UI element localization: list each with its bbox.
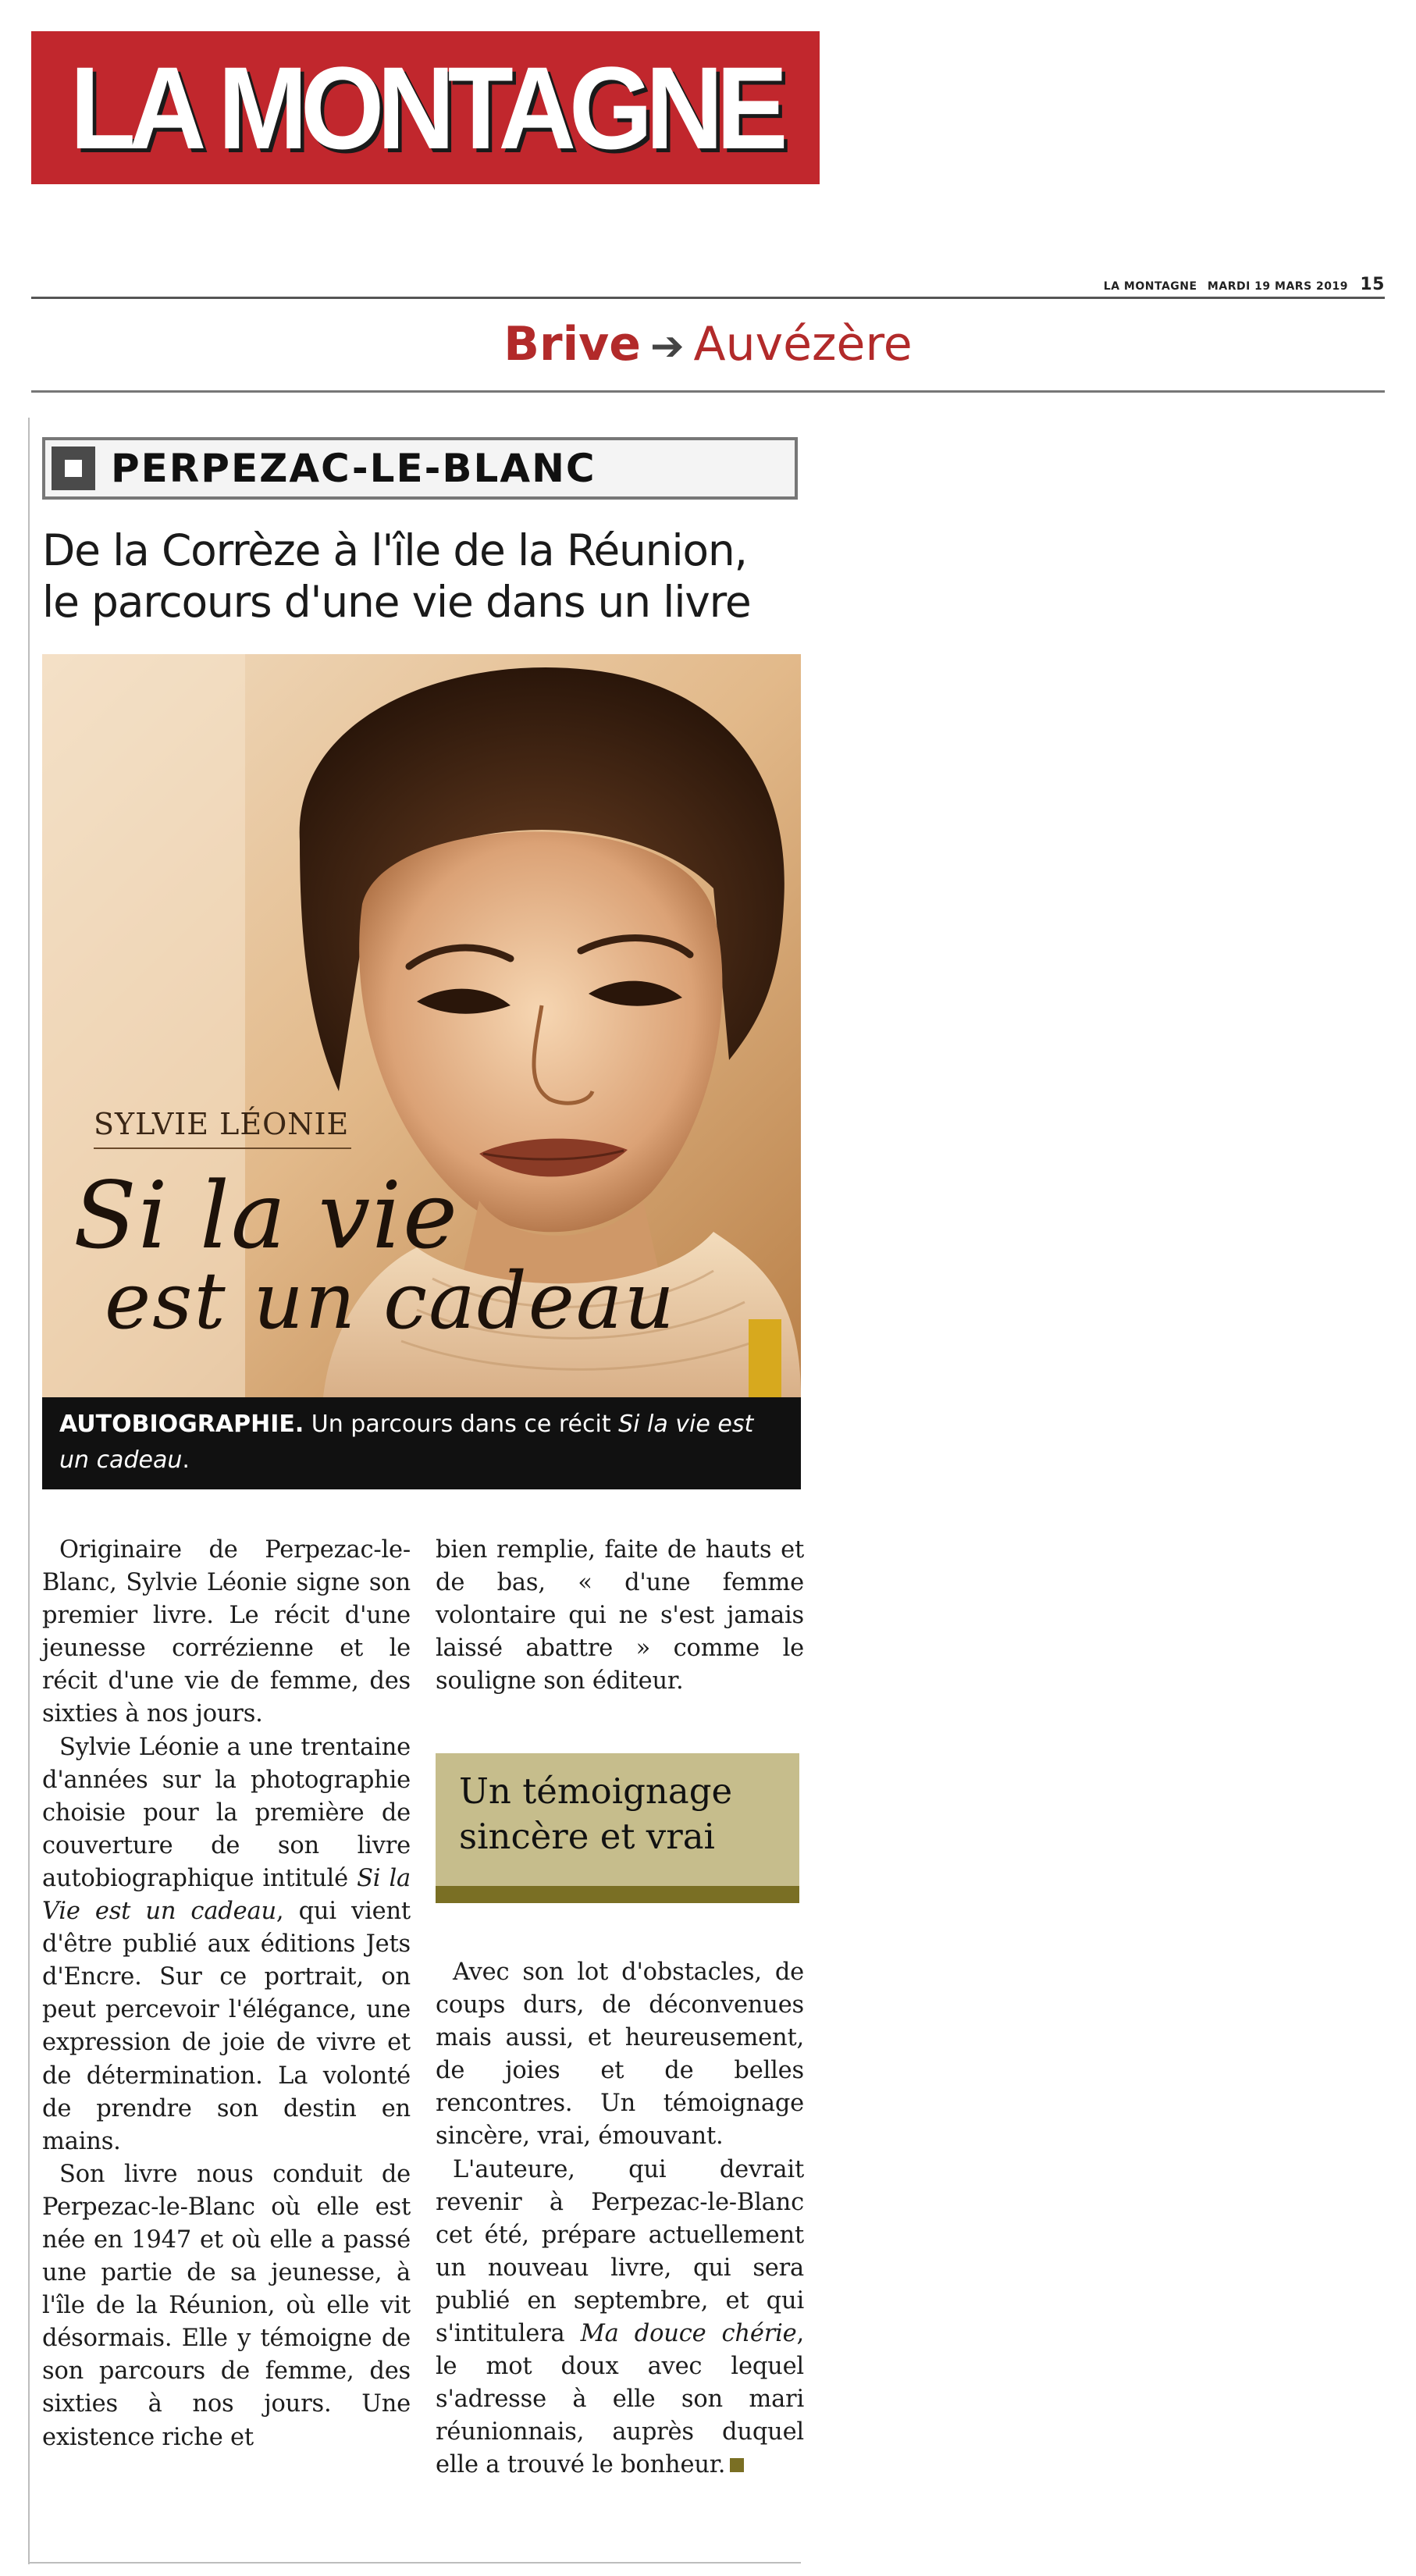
- paragraph-text: L'auteure, qui devrait revenir à Perpezac-le-Blanc cet été, prépare actuellement un nouveau livre, qui sera publié en septembre, et qui s'intitulera: [436, 2155, 804, 2348]
- book-author-underline: [94, 1147, 351, 1149]
- body-column-right-bottom: [436, 1956, 804, 2482]
- paragraph-continued: bien remplie, faite de hauts et de bas, « d'une femme volontaire qui ne s'est jamais laissé abattre » comme le souligne son éditeur.: [436, 1536, 804, 1695]
- square-bullet-icon: [52, 447, 95, 490]
- book-title-line2: est un cadeau: [105, 1255, 676, 1347]
- paragraph-book-title: Ma douce chérie: [580, 2320, 797, 2348]
- caption-text: Un parcours dans ce récit: [304, 1411, 619, 1438]
- paragraph: Son livre nous conduit de Perpezac-le-Blanc où elle est née en 1947 et où elle a passé une partie de sa jeunesse, à l'île de la Réunion, où elle vit désormais. Elle y témoigne de son parcours de femme, des sixties à nos jours. Une existence riche et: [42, 2160, 411, 2451]
- article-left-rule: [28, 418, 30, 2564]
- publisher-spine-mark: [749, 1319, 781, 1397]
- end-of-article-icon: [730, 2458, 744, 2472]
- page-number: 15: [1360, 275, 1385, 294]
- header-divider-top: [31, 297, 1385, 299]
- photo-caption: [42, 1397, 801, 1489]
- book-cover-photo: [42, 654, 801, 1397]
- rubric-city: Brive: [503, 317, 641, 372]
- paragraph-book-title: Si la Vie est un cadeau: [42, 1864, 411, 1926]
- section-rubric: [31, 311, 1385, 380]
- pull-quote-text: Un témoignage sincère et vrai: [459, 1770, 733, 1857]
- book-title-line1: Si la vie: [73, 1162, 459, 1269]
- caption-book-title: Si la vie est un cadeau: [59, 1411, 754, 1474]
- paragraph-text: Sylvie Léonie a une trentaine d'années sur la photographie choisie pour la première de couverture de son livre autobiographique intitulé: [42, 1733, 411, 1892]
- paragraph: [436, 2154, 804, 2482]
- folio-paper: LA MONTAGNE: [1103, 280, 1197, 293]
- header-divider-bottom: [31, 390, 1385, 393]
- headline-line: De la Corrèze à l'île de la Réunion,: [42, 525, 747, 575]
- rubric-region: Auvézère: [693, 317, 913, 372]
- paragraph-text: , qui vient d'être publié aux éditions Jets d'Encre. Sur ce portrait, on peut percevoir l'élégance, une expression de joie de vivre et de détermination. La volonté de prendre son destin en mains.: [42, 1898, 411, 2155]
- paragraph: [42, 1731, 411, 2158]
- folio-date: MARDI 19 MARS 2019: [1207, 280, 1348, 293]
- caption-label: AUTOBIOGRAPHIE.: [59, 1411, 304, 1438]
- masthead-logo: [31, 31, 820, 184]
- article-kicker: [42, 437, 798, 500]
- article-bottom-rule: [28, 2562, 801, 2564]
- paragraph: Avec son lot d'obstacles, de coups durs, de déconvenues mais aussi, et heureusement, de joies et de belles rencontres. Un témoignage sincère, vrai, émouvant.: [436, 1959, 804, 2151]
- body-column-left: [42, 1534, 411, 2454]
- headline-line: le parcours d'une vie dans un livre: [42, 577, 751, 627]
- arrow-right-icon: ➔: [649, 323, 685, 370]
- page-folio: [1104, 275, 1385, 294]
- paragraph-text: , le mot doux avec lequel s'adresse à elle son mari réunionnais, auprès duquel elle a trouvé le bonheur.: [436, 2320, 805, 2479]
- masthead-title: LA MONTAGNE: [69, 41, 781, 173]
- pull-quote-bar: [436, 1886, 799, 1903]
- book-author-name: SYLVIE LÉONIE: [94, 1107, 350, 1141]
- kicker-label: PERPEZAC-LE-BLANC: [111, 446, 596, 491]
- pull-quote-box: [436, 1753, 799, 1889]
- paragraph: Originaire de Perpezac-le-Blanc, Sylvie Léonie signe son premier livre. Le récit d'une jeunesse corrézienne et le récit d'une vie de femme, des sixties à nos jours.: [42, 1536, 411, 1728]
- body-column-right-top: [436, 1534, 804, 1698]
- article-headline: [42, 525, 799, 628]
- caption-end: .: [182, 1446, 190, 1474]
